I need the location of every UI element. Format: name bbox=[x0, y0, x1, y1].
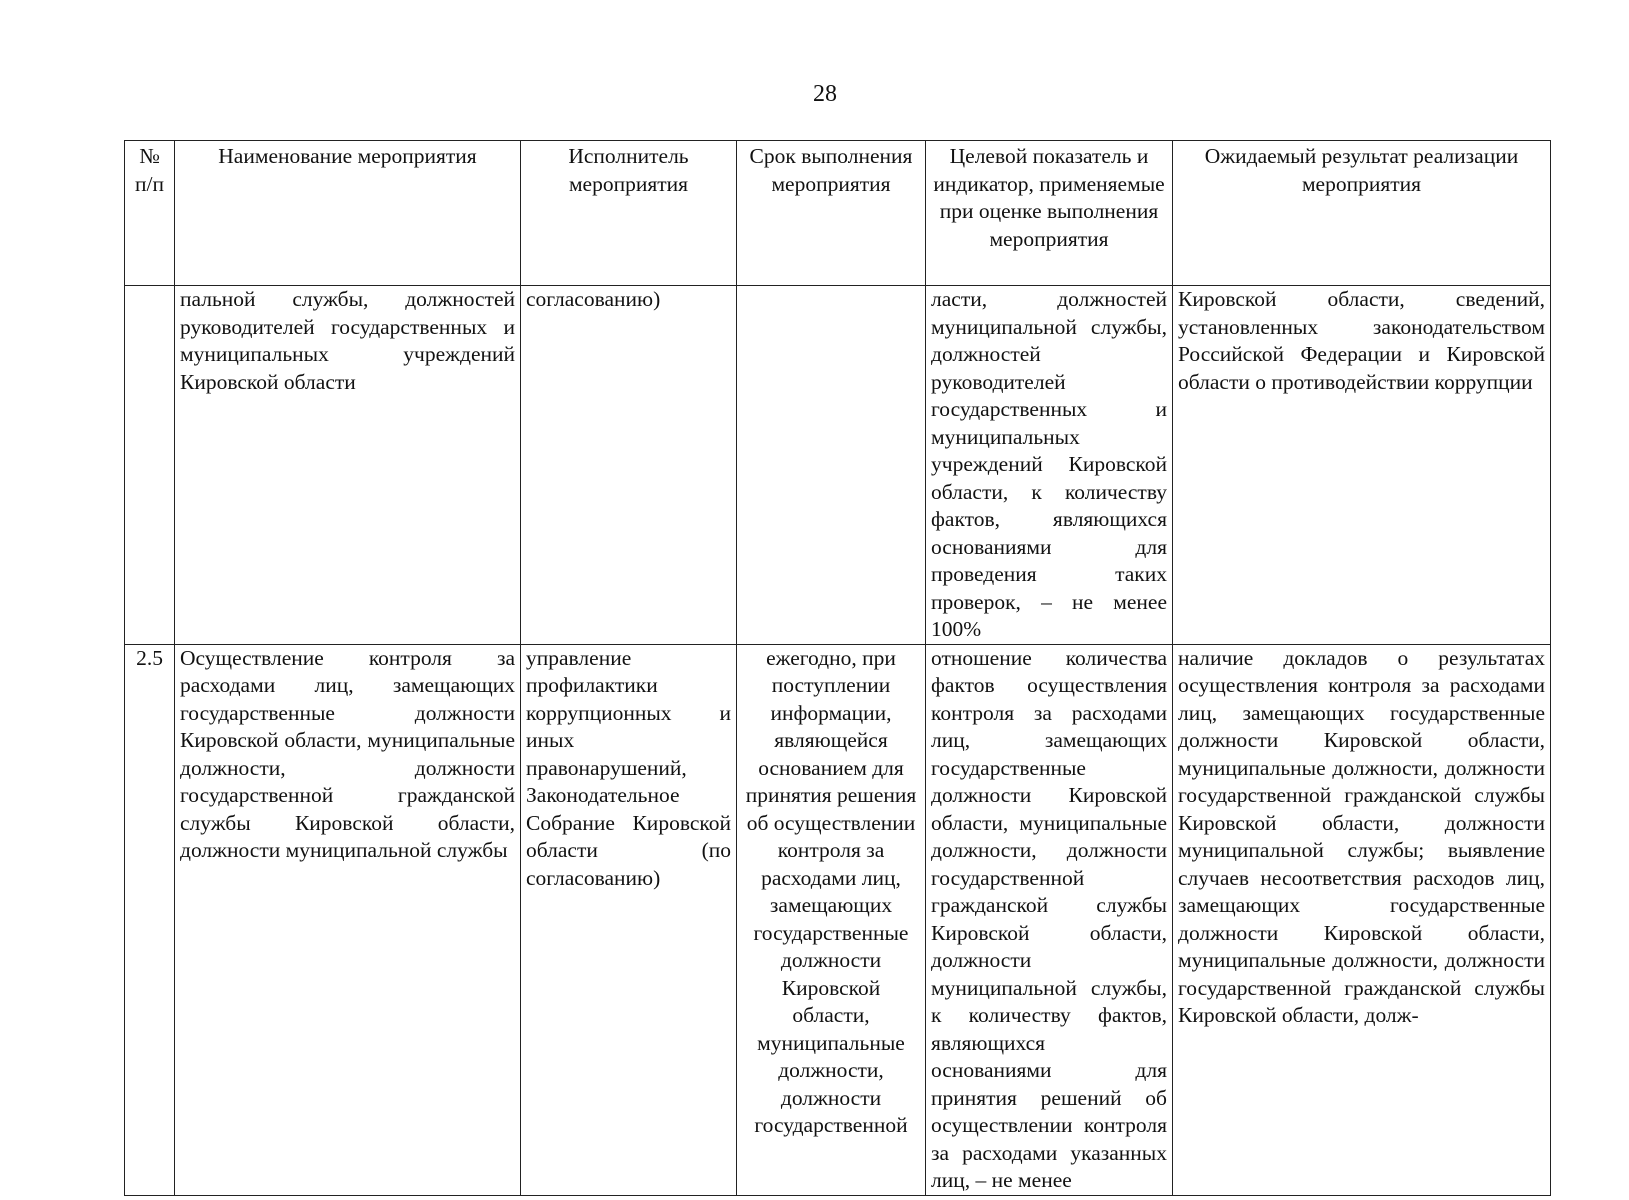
expected-result-cell: наличие докладов о результатах осуществления контроля за расходами лиц, замещающих государственные должности Кировской области, муниципальные должности, должности государственной гражданской службы Кировской области, должности муниципальной службы; выявление случаев несоответствия расходов лиц, замещающих государственные должности Кировской области, муниципальные должности, должности государственной гражданской службы Кировской области, долж- bbox=[1173, 644, 1551, 1195]
table-row bbox=[125, 644, 1551, 1195]
header-indicator: Целевой показатель и индикатор, применяемые при оценке выполнения мероприятия bbox=[926, 141, 1173, 286]
header-expected-result: Ожидаемый результат реализации мероприятия bbox=[1173, 141, 1551, 286]
deadline-cell bbox=[737, 286, 926, 645]
header-deadline: Срок выполнения мероприятия bbox=[737, 141, 926, 286]
header-activity-name: Наименование мероприятия bbox=[175, 141, 521, 286]
activity-name-cell: пальной службы, должностей руководителей государственных и муниципальных учреждений Кировской области bbox=[175, 286, 521, 645]
activities-table bbox=[124, 140, 1551, 1196]
table-row bbox=[125, 286, 1551, 645]
page-number: 28 bbox=[813, 81, 837, 107]
deadline-cell: ежегодно, при поступлении информации, являющейся основанием для принятия решения об осуществлении контроля за расходами лиц, замещающих государственные должности Кировской области, муниципальные должности, должности государственной bbox=[737, 644, 926, 1195]
indicator-cell: отношение количества фактов осуществления контроля за расходами лиц, замещающих государственные должности Кировской области, муниципальные должности, должности государственной гражданской службы Кировской области, должности муниципальной службы, к количеству фактов, являющихся основаниями для принятия решений об осуществлении контроля за расходами указанных лиц, – не менее bbox=[926, 644, 1173, 1195]
row-number bbox=[125, 286, 175, 645]
row-number: 2.5 bbox=[125, 644, 175, 1195]
header-executor: Исполнитель мероприятия bbox=[521, 141, 737, 286]
table-header-row bbox=[125, 141, 1551, 286]
header-number: № п/п bbox=[125, 141, 175, 286]
indicator-cell: ласти, должностей муниципальной службы, должностей руководителей государственных и муниципальных учреждений Кировской области, к количеству фактов, являющихся основаниями для проведения таких проверок, – не менее 100% bbox=[926, 286, 1173, 645]
expected-result-cell: Кировской области, сведений, установленных законодательством Российской Федерации и Кировской области о противодействии коррупции bbox=[1173, 286, 1551, 645]
executor-cell: согласованию) bbox=[521, 286, 737, 645]
executor-cell: управление профилактики коррупционных и иных правонарушений, Законодательное Собрание Кировской области (по согласованию) bbox=[521, 644, 737, 1195]
activity-name-cell: Осуществление контроля за расходами лиц, замещающих государственные должности Кировской области, муниципальные должности, должности государственной гражданской службы Кировской области, должности муниципальной службы bbox=[175, 644, 521, 1195]
